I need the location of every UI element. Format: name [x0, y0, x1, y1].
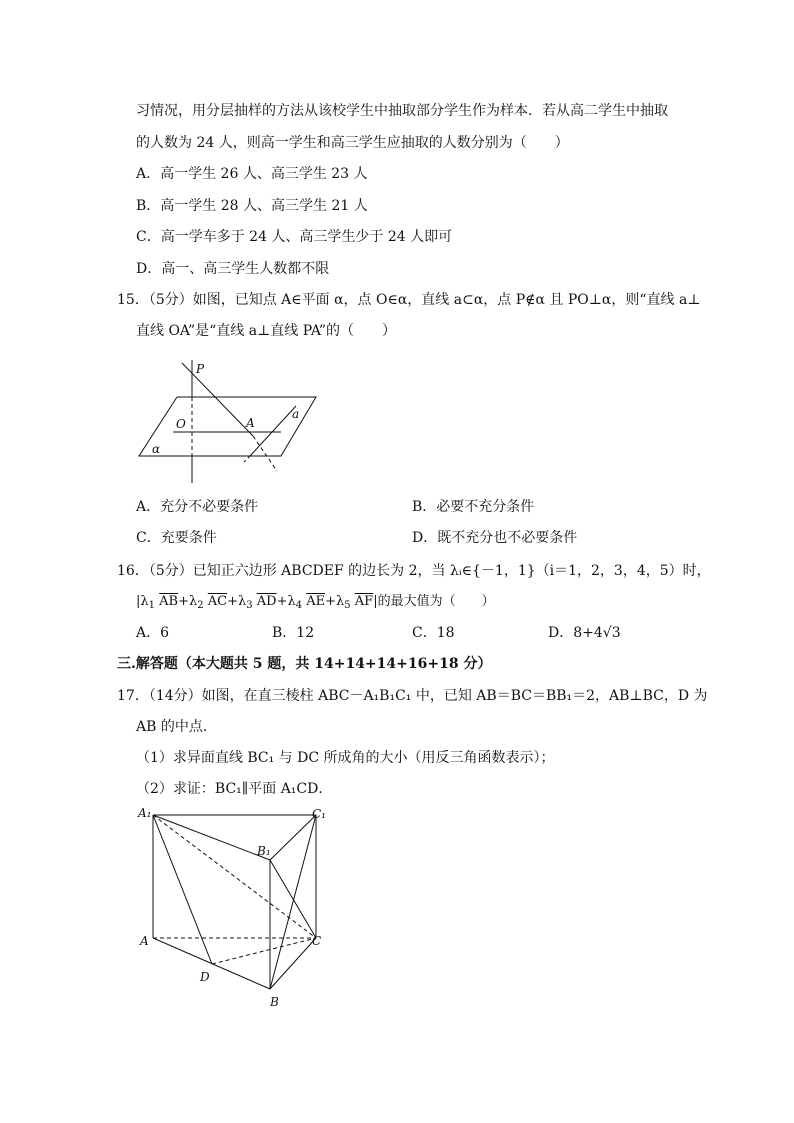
lambda-sub-4: 4 — [295, 600, 303, 611]
q16-option-b: B．12 — [272, 625, 315, 641]
q14-option-c: C．高一学车多于 24 人、高三学生少于 24 人即可 — [136, 229, 453, 245]
q17-part-1: （1）求异面直线 BC₁ 与 DC 所成角的大小（用反三角函数表示）； — [136, 750, 555, 766]
expr-close: |的最大值为（ ） — [373, 594, 495, 609]
segment-d-c-hidden — [212, 938, 316, 964]
q17-prism-figure — [138, 805, 338, 1010]
q15-option-b: B．必要不充分条件 — [412, 499, 535, 515]
label-b: B — [270, 995, 279, 1009]
label-b1: B₁ — [257, 844, 271, 858]
q15-stem-line-2: 直线 OA”是“直线 a⊥直线 PA”的（ ） — [136, 323, 397, 339]
q15-stem-line-1: 15．（5分）如图，已知点 A∈平面 α，点 O∈α，直线 a⊂α，点 P∉α 且 PO⊥α，则“直线 a⊥ — [117, 292, 701, 308]
q15-option-a: A．充分不必要条件 — [136, 499, 259, 515]
lambda-sub-2: 2 — [197, 600, 204, 611]
label-a-point: A — [246, 416, 255, 430]
label-d: D — [200, 970, 210, 984]
line-pa — [182, 363, 253, 436]
edge-a1-b1 — [153, 815, 270, 860]
vector-ac: $\overline{AC}$ — [207, 594, 228, 609]
q14-option-d: D．高一、高三学生人数都不限 — [136, 261, 330, 277]
label-p: P — [196, 362, 205, 376]
q14-option-a: A．高一学生 26 人、高三学生 23 人 — [136, 166, 368, 182]
expr-open: |λ — [136, 594, 149, 609]
q17-stem-line-1: 17．（14分）如图，在直三棱柱 ABC－A₁B₁C₁ 中，已知 AB＝BC＝BB₁＝2，AB⊥BC，D 为 — [117, 688, 708, 704]
q16-option-c: C．18 — [412, 625, 455, 641]
q17-stem-line-2: AB 的中点． — [136, 719, 217, 735]
section-3-heading: 三.解答题（本大题共 5 题，共 14+14+14+16+18 分） — [117, 656, 492, 672]
line-a — [250, 406, 296, 456]
line-a-hidden — [244, 456, 250, 462]
q15-figure — [135, 360, 325, 485]
label-a: A — [140, 934, 149, 948]
q16-option-d: D．8+4√3 — [548, 625, 621, 641]
q14-line-2: 的人数为 24 人，则高一学生和高三学生应抽取的人数分别为（ ） — [136, 135, 569, 151]
vector-af: $\overline{AF}$ — [354, 594, 374, 609]
plane-alpha — [139, 397, 316, 456]
q14-option-b: B．高一学生 28 人、高三学生 21 人 — [136, 198, 368, 214]
q14-line-1: 习情况，用分层抽样的方法从该校学生中抽取部分学生作为样本．若从高二学生中抽取 — [136, 103, 668, 119]
lambda-sub-1: 1 — [148, 600, 155, 611]
label-a-line: a — [292, 407, 300, 421]
q16-stem-line-1: 16．（5分）已知正六边形 ABCDEF 的边长为 2，当 λᵢ∈{－1，1}（i＝1，2，3，4，5）时， — [117, 563, 711, 579]
edge-b1-c1 — [270, 815, 316, 860]
label-alpha: α — [152, 442, 161, 456]
vector-ab: $\overline{AB}$ — [159, 594, 179, 609]
q15-option-d: D．既不充分也不必要条件 — [412, 530, 578, 546]
segment-b1-c — [270, 860, 316, 938]
line-pa-hidden — [253, 436, 277, 471]
q15-option-c: C．充要条件 — [136, 530, 217, 546]
label-a1: A₁ — [138, 806, 152, 820]
vector-ad: $\overline{AD}$ — [256, 594, 277, 609]
lambda-sub-3: 3 — [246, 600, 253, 611]
lambda-sub-5: 5 — [344, 600, 351, 611]
q16-expression: $|\lambda_1$ $\overline{AB}+\lambda_2$ $\overline{AC}+\lambda_3$ $\overline{AD}+\lambda_4$ $\overline{AE}+\lambda_5$ $\overline{AF}|$的最大值为（ ） — [136, 594, 495, 611]
label-c: C — [312, 934, 322, 948]
label-o: O — [176, 417, 186, 431]
vector-ae: $\overline{AE}$ — [306, 594, 326, 609]
label-c1: C₁ — [312, 807, 326, 821]
q17-part-2: （2）求证：BC₁∥平面 A₁CD． — [136, 781, 333, 797]
q16-option-a: A．6 — [136, 625, 170, 641]
